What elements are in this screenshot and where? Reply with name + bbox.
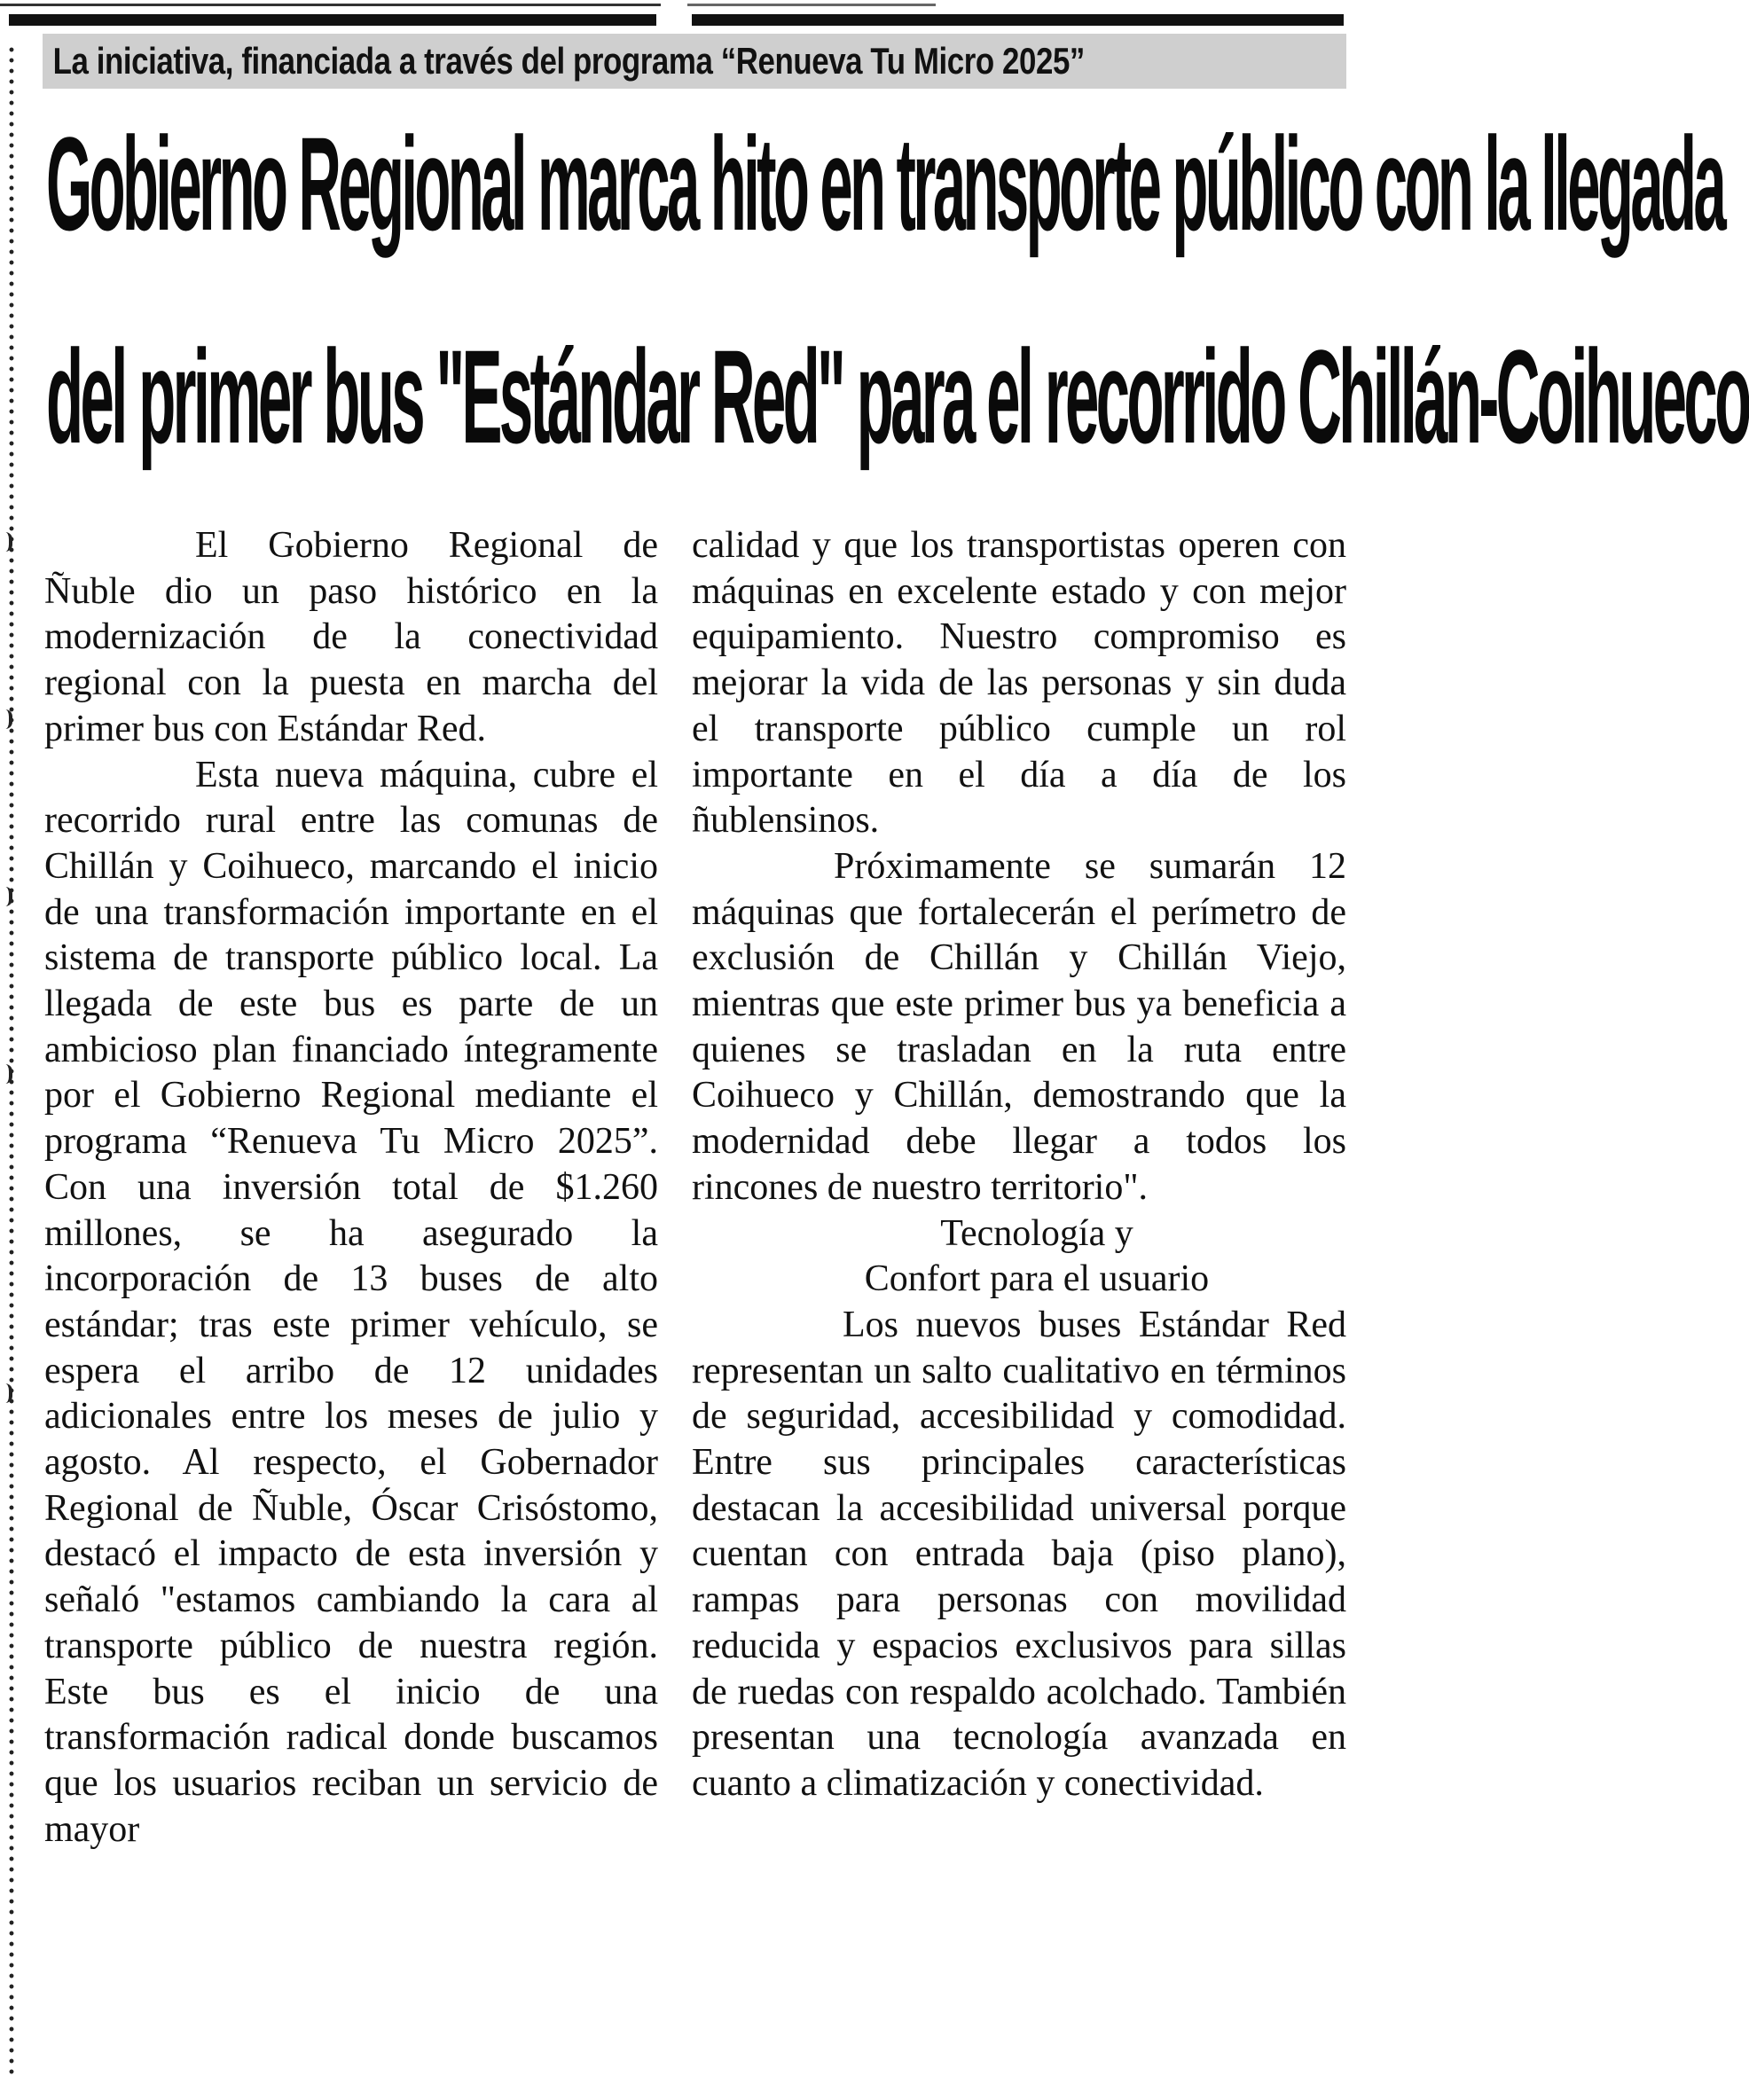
adjacent-column-fragment — [0, 1383, 12, 1403]
body-paragraph: calidad y que los transportistas operen con máquinas en excelente estado y con mejor equipamiento. Nuestro compromiso es mejorar la vida de las personas y sin duda el transporte público cumple un rol importante en el día a día de los ñublensinos. — [692, 525, 1346, 842]
adjacent-column-fragment — [0, 709, 12, 729]
headline-line-2: del primer bus "Estándar Red" para el recorrido Chillán-Coihueco — [46, 322, 1749, 471]
adjacent-column-fragment — [0, 532, 12, 552]
top-rule-left — [9, 14, 656, 26]
headline-line-1: Gobierno Regional marca hito en transporte público con la llegada — [46, 109, 1724, 258]
top-thin-rule-left — [0, 4, 661, 6]
adjacent-column-fragment — [0, 887, 12, 906]
body-paragraph: Los nuevos buses Estándar Red representan un salto cualitativo en términos de seguridad, accesibilidad y comodidad. Entre sus principales características destacan la accesibilidad universal porque cuentan con entrada baja (piso plano), rampas para personas con movilidad reducida y espacios exclusivos para sillas de ruedas con respaldo acolchado. También presentan una tecnología avanzada en cuanto a climatización y conectividad. — [692, 1304, 1346, 1804]
article-column-right — [692, 523, 1346, 1807]
body-paragraph: Esta nueva máquina, cubre el recorrido rural entre las comunas de Chillán y Coihueco, marcando el inicio de una transformación importante en el sistema de transporte público local. La llegada de este bus es parte de un ambicioso plan financiado íntegramente por el Gobierno Regional mediante el programa “Renueva Tu Micro 2025”. Con una inversión total de $1.260 millones, se ha asegurado la incorporación de 13 buses de alto estándar; tras este primer vehículo, se espera el arribo de 12 unidades adicionales entre los meses de julio y agosto. Al respecto, el Gobernador Regional de Ñuble, Óscar Crisóstomo, destacó el impacto de esta inversión y señaló "estamos cambiando la cara al transporte público de nuestra región. Este bus es el inicio de una transformación radical donde buscamos que los usuarios reciban un servicio de mayor — [44, 754, 658, 1850]
body-paragraph: Próximamente se sumarán 12 máquinas que fortalecerán el perímetro de exclusión de Chillán y Chillán Viejo, mientras que este primer bus ya beneficia a quienes se trasladan en la ruta entre Coihueco y Chillán, demostrando que la modernidad debe llegar a todos los rincones de nuestro territorio". — [692, 845, 1346, 1208]
section-subhead: Tecnología y — [940, 1212, 1133, 1254]
dotted-column-divider — [5, 44, 18, 2075]
top-rule-right — [692, 14, 1344, 26]
adjacent-column-fragment — [0, 1064, 12, 1084]
kicker-band — [43, 34, 1346, 89]
kicker-text: La iniciativa, financiada a través del programa “Renueva Tu Micro 2025” — [52, 40, 1085, 82]
top-rule — [0, 0, 1398, 27]
article-column-left — [44, 523, 658, 1853]
top-thin-rule-right — [687, 4, 936, 6]
section-subhead: Confort para el usuario — [864, 1258, 1210, 1300]
body-paragraph: El Gobierno Regional de Ñuble dio un paso histórico en la modernización de la conectividad regional con la puesta en marcha del primer bus con Estándar Red. — [44, 525, 658, 749]
